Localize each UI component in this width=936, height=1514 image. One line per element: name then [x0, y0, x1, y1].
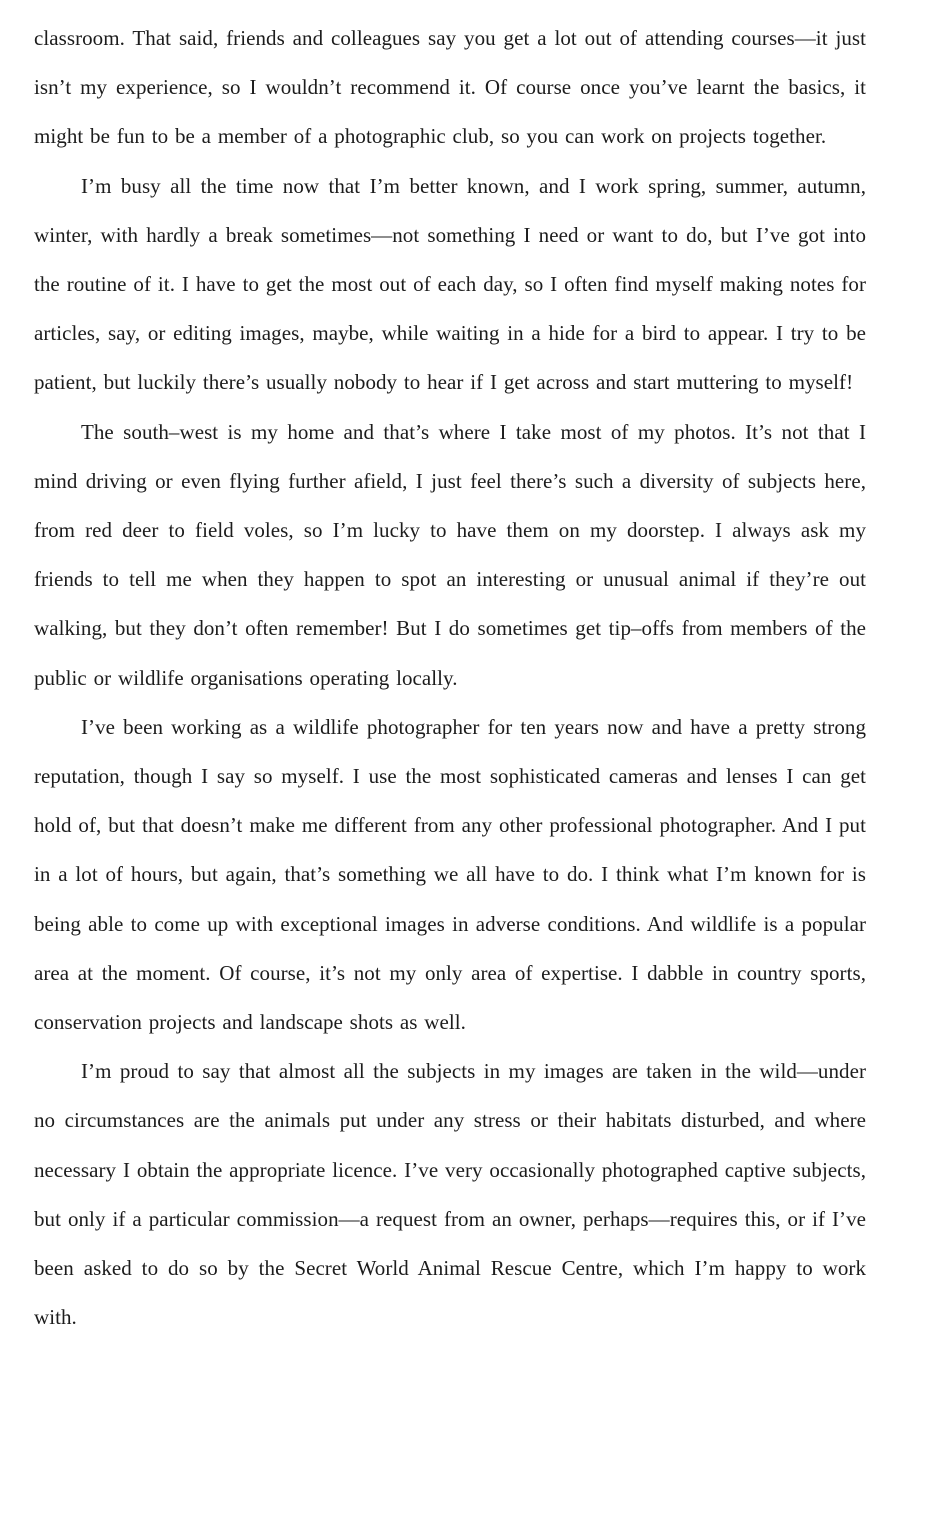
paragraph-3: The south–west is my home and that’s where I take most of my photos. It’s not that I mind driving or even flying further afield, I just feel there’s such a diversity of subjects here, from red deer to field voles, so I’m lucky to have them on my doorstep. I always ask my friends to tell me when they happen to spot an interesting or unusual animal if they’re out walking, but they don’t often remember! But I do sometimes get tip–offs from members of the public or wildlife organisations operating locally. [34, 419, 866, 690]
paragraph-2: I’m busy all the time now that I’m better known, and I work spring, summer, autumn, winter, with hardly a break sometimes—not something I need or want to do, but I’ve got into the routine of it. I have to get the most out of each day, so I often find myself making notes for articles, say, or editing images, maybe, while waiting in a hide for a bird to appear. I try to be patient, but luckily there’s usually nobody to hear if I get across and start muttering to myself! [34, 173, 866, 395]
paragraph-1: classroom. That said, friends and colleagues say you get a lot out of attending courses—it just isn’t my experience, so I wouldn’t recommend it. Of course once you’ve learnt the basics, it might be fun to be a member of a photographic club, so you can work on projects together. [34, 26, 866, 149]
paragraph-4: I’ve been working as a wildlife photographer for ten years now and have a pretty strong reputation, though I say so myself. I use the most sophisticated cameras and lenses I can get hold of, but that doesn’t make me different from any other professional photographer. And I put in a lot of hours, but again, that’s something we all have to do. I think what I’m known for is being able to come up with exceptional images in adverse conditions. And wildlife is a popular area at the moment. Of course, it’s not my only area of expertise. I dabble in country sports, conservation projects and landscape shots as well. [34, 714, 866, 1035]
document-page [34, 14, 866, 1342]
paragraph-5: I’m proud to say that almost all the subjects in my images are taken in the wild—under no circumstances are the animals put under any stress or their habitats disturbed, and where necessary I obtain the appropriate licence. I’ve very occasionally photographed captive subjects, but only if a particular commission—a request from an owner, perhaps—requires this, or if I’ve been asked to do so by the Secret World Animal Rescue Centre, which I’m happy to work with. [34, 1059, 866, 1330]
